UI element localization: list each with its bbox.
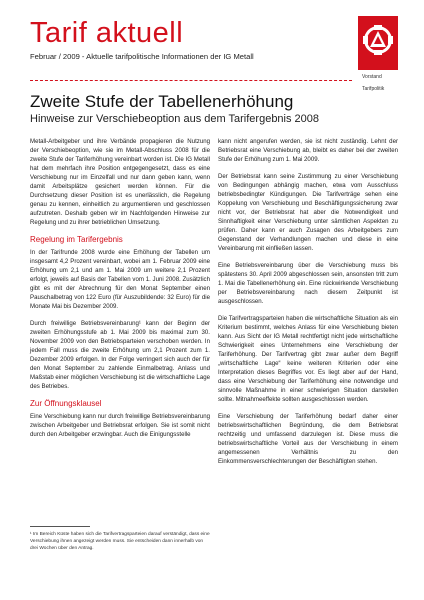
paragraph: Die Tarifvertragsparteien haben die wirtschaftliche Situation als ein Kriterium bestimmt, welches Anlass für eine Verschiebung bieten kann. Aus Sicht der IG Metall rechtfertigt nicht jede wirtschaftliche Schwierigkeit eines Unternehmens eine Verschiebung der Tariferhöhung. Der Tarifvertrag gibt zwar außer dem Begriff „wirtschaftliche Lage“ keine weiteren Kriterien oder eine Interpretation dieses Begriffes vor. Es liegt aber auf der Hand, dass eine Verschiebung der Tariferhöhung eine notwendige und sinnvolle Maßnahme in einer schwierigen Situation darstellen sollte. Mitnahmeeffekte sollten ausgeschlossen werden.: [218, 315, 398, 403]
paragraph: Der Betriebsrat kann seine Zustimmung zu einer Verschiebung von Bedingungen abhängig machen, etwa vom Ausschluss betriebsbedingter Kündigungen. Die Tarifverträge sehen eine Koppelung von Verschiebung und Beschäftigungssicherung zwar nicht vor, der Betriebsrat hat aber die Notwendigkeit und Sinnhaftigkeit einer Verschiebung unter sämtlichen Aspekten zu prüfen. Daher kann er auch Zusagen des Arbeitgebers zum Gegenstand der Verhandlungen machen und diese in eine Vereinbarung mit einfließen lassen.: [218, 173, 398, 252]
article-subheadline: Hinweise zur Verschiebeoption aus dem Tarifergebnis 2008: [30, 113, 320, 125]
article-headline: Zweite Stufe der Tabellenerhöhung: [30, 92, 294, 111]
header-rule: [30, 80, 352, 81]
logo-label-tarifpolitik: Tarifpolitik: [362, 86, 385, 92]
article-column-left: [30, 137, 210, 447]
section-heading-oeffnungsklausel: Zur Öffnungsklausel: [30, 399, 102, 408]
paragraph: Eine Verschiebung der Tariferhöhung bedarf daher einer betriebswirtschaftlichen Begründung, die dem Betriebsrat rechtzeitig und umfassend darzulegen ist. Diese muss die betriebswirtschaftliche Vorteil aus der Verschiebung in einem angemessenen Verhältnis zu den Einkommensverschlechterungen der Beschäftigten stehen.: [218, 413, 398, 465]
paragraph: Eine Betriebsvereinbarung über die Verschiebung muss bis spätestens 30. April 2009 abgeschlossen sein, ansonsten tritt zum 1. Mai die Tabellenerhöhung ein. Eine rückwirkende Verschiebung per Betriebsvereinbarung nach diesem Zeitpunkt ist ausgeschlossen.: [218, 262, 398, 305]
logo-label-vorstand: Vorstand: [362, 74, 382, 80]
article-headline-block: [30, 92, 400, 126]
section-heading-regelung: Regelung im Tarifergebnis: [30, 235, 123, 244]
masthead: [30, 18, 350, 61]
footnote: [30, 526, 210, 552]
article-column-right: [218, 137, 398, 474]
footnote-rule: [30, 526, 90, 527]
paragraph: kann nicht angerufen werden, sie ist nicht zuständig. Lehnt der Betriebsrat eine Verschiebung ab, bleibt es daher bei der zweiten Stufe der Erhöhung zum 1. Mai 2009.: [218, 138, 398, 163]
paragraph: Eine Verschiebung kann nur durch freiwillige Betriebsvereinbarung zwischen Arbeitgeber und Betriebsrat erfolgen. Sie ist somit nicht durch den Arbeitgeber erzwingbar. Auch die Einigungsstelle: [30, 413, 210, 438]
ig-metall-logo-icon: [358, 16, 398, 70]
publication-title: Tarif aktuell: [30, 17, 184, 49]
paragraph: Metall-Arbeitgeber und ihre Verbände propagieren die Nutzung der Verschiebeoption, wie sie im Metall-Abschluss 2008 für die zweite Stufe der Tariferhöhung vereinbart worden ist. Die IG Metall hat dem mehrfach ihre Position entgegengesetzt, dass es eine Verschiebung nur im Einzelfall und nur dann geben kann, wenn damit Arbeitsplätze gesichert werden können. Für die Durchsetzung dieser Position ist es unerlässlich, die Regelung genau zu kennen, einheitlich zu argumentieren und geschlossen aufzutreten. Deshalb geben wir im Nachfolgenden Hinweise zur Regelung und zu ihrer betrieblichen Umsetzung.: [30, 138, 210, 226]
footnote-text: ¹ Im Bereich Küste haben sich die Tarifvertragsparteien darauf verständigt, dass eine Verschiebung ihnen angezeigt werden muss. Sie entscheiden dann innerhalb von drei Wochen über den Antrag.: [30, 532, 210, 551]
paragraph: In der Tarifrunde 2008 wurde eine Erhöhung der Tabellen um insgesamt 4,2 Prozent vereinbart, wobei am 1. Februar 2009 eine Erhöhung um 2,1 und am 1. Mai 2009 um weitere 2,1 Prozent erfolgt, jeweils auf Basis der Tabellen vom 1. Juni 2008. Zusätzlich gibt es mit der Abrechnung für den Monat September einen Pauschalbetrag von 122 Euro (für Auszubildende: 32 Euro) für die Monate Mai bis Dezember 2009.: [30, 249, 210, 310]
paragraph: Durch freiwillige Betriebsvereinbarung¹ kann der Beginn der zweiten Erhöhungsstufe ab 1. Mai 2009 bis maximal zum 30. November 2009 von den Betriebsparteien verschoben werden. In jedem Fall muss die zweite Erhöhung um 2,1 Prozent zum 1. Dezember 2009 erfolgen. In der Folge verringert sich auch der für den Monat September zu zahlende Einmalbetrag. Anlass und Maßstab einer möglichen Verschiebung ist die wirtschaftliche Lage des Betriebes.: [30, 320, 210, 390]
publication-subtitle: Februar / 2009 - Aktuelle tarifpolitische Informationen der IG Metall: [30, 52, 254, 61]
